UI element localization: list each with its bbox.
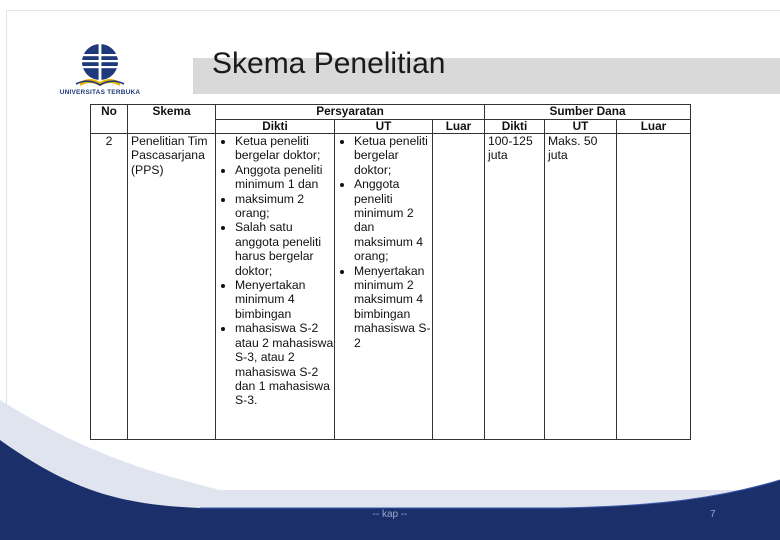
list-item: • Menyertakan minimum 4 bimbingan [235, 278, 334, 321]
header-sumber-dana: Sumber Dana [485, 105, 691, 120]
header-persyaratan: Persyaratan [216, 105, 485, 120]
list-item: • Ketua peneliti bergelar doktor; [235, 134, 334, 163]
list-item: • mahasiswa S-2 atau 2 mahasiswa S-3, atau 2 mahasiswa S-2 dan 1 mahasiswa S-3. [235, 321, 334, 407]
list-item: • Salah satu anggota peneliti harus bergelar doktor; [235, 220, 334, 278]
list-item: • Anggota peneliti minimum 1 dan [235, 163, 334, 192]
cell-skema: Penelitian Tim Pascasarjana (PPS) [128, 134, 216, 440]
header-luar: Luar [433, 120, 485, 134]
header-dana-luar: Luar [617, 120, 691, 134]
header-dana-ut: UT [545, 120, 617, 134]
header-dana-dikti: Dikti [485, 120, 545, 134]
cell-dana-ut: Maks. 50 juta [545, 134, 617, 440]
list-item: • Anggota peneliti minimum 2 dan maksimum 4 orang; [354, 177, 432, 263]
header-skema: Skema [128, 105, 216, 134]
list-item: • maksimum 2 orang; [235, 192, 334, 221]
list-item: • Menyertakan minimum 2 maksimum 4 bimbingan mahasiswa S-2 [354, 264, 432, 350]
cell-no: 2 [91, 134, 128, 440]
page-number: 7 [710, 509, 716, 520]
header-dikti: Dikti [216, 120, 335, 134]
header-ut: UT [335, 120, 433, 134]
header-no: No [91, 105, 128, 134]
list-item: • Ketua peneliti bergelar doktor; [354, 134, 432, 177]
slide-title: Skema Penelitian [212, 47, 446, 80]
logo-text: UNIVERSITAS TERBUKA [59, 89, 141, 96]
cell-dana-dikti: 100-125 juta [485, 134, 545, 440]
footer-text: -- kap -- [372, 509, 408, 520]
